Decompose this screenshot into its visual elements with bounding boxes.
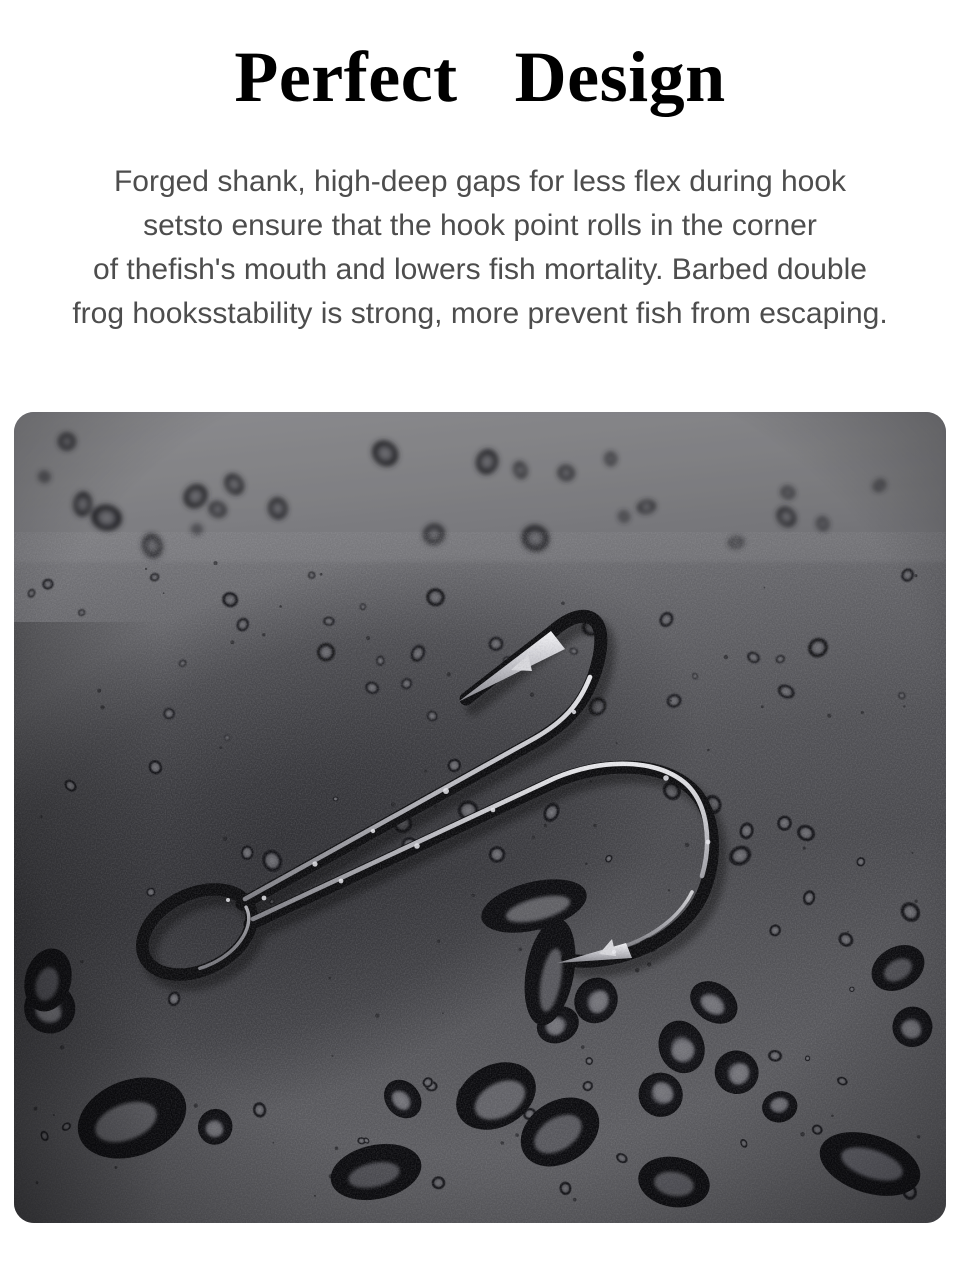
vignette <box>14 412 946 1223</box>
hook-photo-illustration <box>14 412 946 1223</box>
product-photo <box>14 412 946 1223</box>
intro-line-4: frog hooksstability is strong, more prevent fish from escaping. <box>72 297 888 330</box>
intro-line-1: Forged shank, high-deep gaps for less flex during hook <box>113 165 847 198</box>
intro-text <box>0 160 960 336</box>
intro-line-3: of thefish's mouth and lowers fish mortality. Barbed double <box>93 253 867 286</box>
intro-line-2: setsto ensure that the hook point rolls in the corner <box>143 209 817 242</box>
page-title: Perfect Design <box>234 37 726 117</box>
